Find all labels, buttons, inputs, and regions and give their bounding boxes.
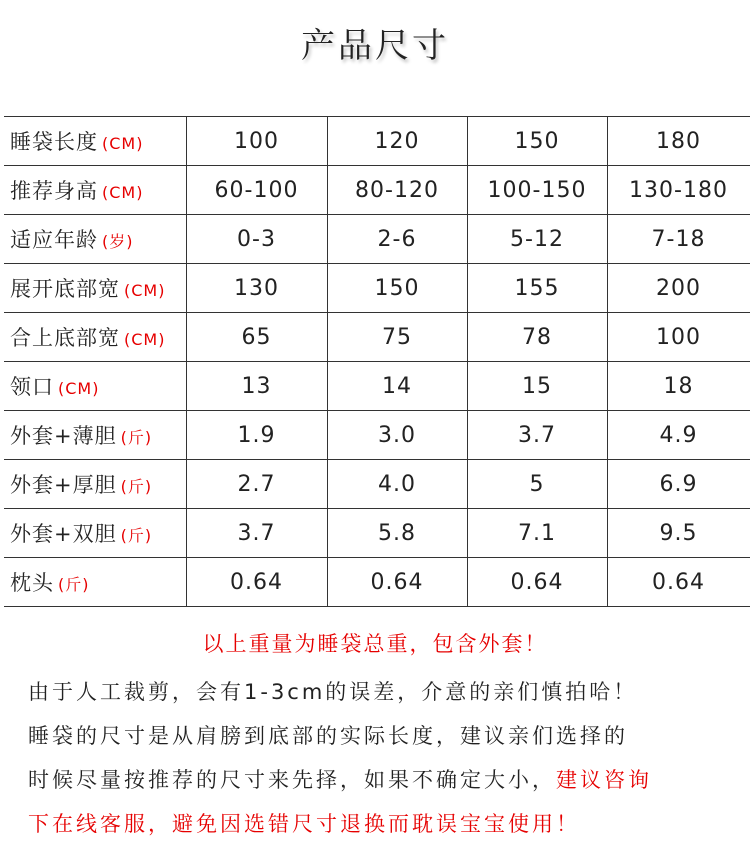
size-value-cell: 5.8 [327, 509, 467, 558]
row-label: 推荐身高 [10, 179, 98, 203]
weight-note: 以上重量为睡袋总重，包含外套！ [202, 632, 548, 656]
size-value-cell: 100 [607, 313, 750, 362]
size-value-cell: 4.9 [607, 411, 750, 460]
row-label-cell [4, 362, 186, 411]
size-value-cell: 0.64 [607, 558, 750, 607]
size-value-cell: 130-180 [607, 166, 750, 215]
size-value-cell: 2.7 [186, 460, 327, 509]
note-line-3-highlight: 建议咨询 [556, 768, 652, 792]
size-value-cell: 4.0 [327, 460, 467, 509]
size-value-cell: 2-6 [327, 215, 467, 264]
note-line-4 [0, 802, 750, 846]
row-label: 外套+厚胆 [10, 473, 117, 497]
size-row [4, 362, 750, 411]
row-label-cell [4, 558, 186, 607]
row-label: 适应年龄 [10, 228, 98, 252]
row-unit: (斤) [58, 575, 90, 594]
note-line-1: 由于人工裁剪，会有1-3cm的误差，介意的亲们慎拍哈！ [28, 680, 638, 704]
row-label-cell [4, 264, 186, 313]
row-label-cell [4, 117, 186, 166]
size-value-cell: 5 [467, 460, 607, 509]
size-row [4, 411, 750, 460]
size-value-cell: 0.64 [327, 558, 467, 607]
row-unit: (CM) [102, 134, 144, 153]
size-row [4, 509, 750, 558]
size-value-cell: 3.7 [186, 509, 327, 558]
size-row [4, 558, 750, 607]
row-unit: (CM) [102, 183, 144, 202]
row-label: 睡袋长度 [10, 130, 98, 154]
size-value-cell: 18 [607, 362, 750, 411]
row-label: 枕头 [10, 571, 54, 595]
size-value-cell: 0.64 [186, 558, 327, 607]
size-value-cell: 180 [607, 117, 750, 166]
size-row [4, 313, 750, 362]
size-value-cell: 60-100 [186, 166, 327, 215]
size-value-cell: 100-150 [467, 166, 607, 215]
row-label-cell [4, 215, 186, 264]
size-value-cell: 13 [186, 362, 327, 411]
row-label: 展开底部宽 [10, 277, 120, 301]
notes-section [0, 628, 750, 846]
row-unit: (斤) [120, 477, 153, 496]
row-unit: (CM) [58, 379, 100, 398]
page-title: 产品尺寸 [301, 26, 449, 66]
size-value-cell: 200 [607, 264, 750, 313]
size-value-cell: 3.7 [467, 411, 607, 460]
note-line-4-highlight: 下在线客服，避免因选错尺寸退换而耽误宝宝使用！ [28, 812, 580, 836]
size-value-cell: 15 [467, 362, 607, 411]
row-label-cell [4, 411, 186, 460]
row-label: 合上底部宽 [10, 326, 120, 350]
size-value-cell: 14 [327, 362, 467, 411]
size-value-cell: 65 [186, 313, 327, 362]
size-value-cell: 150 [467, 117, 607, 166]
size-value-cell: 100 [186, 117, 327, 166]
size-value-cell: 78 [467, 313, 607, 362]
row-unit: (斤) [120, 428, 153, 447]
size-row [4, 166, 750, 215]
row-unit: (斤) [120, 526, 153, 545]
size-value-cell: 155 [467, 264, 607, 313]
size-value-cell: 130 [186, 264, 327, 313]
note-line-3 [0, 758, 750, 802]
row-label: 外套+双胆 [10, 522, 117, 546]
row-label-cell [4, 509, 186, 558]
row-label-cell [4, 166, 186, 215]
size-value-cell: 3.0 [327, 411, 467, 460]
size-row [4, 460, 750, 509]
note-line-3-text: 时候尽量按推荐的尺寸来先择，如果不确定大小， [28, 768, 556, 792]
row-label-cell [4, 313, 186, 362]
size-row [4, 215, 750, 264]
row-unit: (CM) [124, 330, 166, 349]
size-value-cell: 75 [327, 313, 467, 362]
size-value-cell: 7.1 [467, 509, 607, 558]
row-unit: (岁) [102, 232, 134, 251]
size-value-cell: 80-120 [327, 166, 467, 215]
size-value-cell: 150 [327, 264, 467, 313]
note-line-2: 睡袋的尺寸是从肩膀到底部的实际长度，建议亲们选择的 [28, 724, 628, 748]
size-value-cell: 5-12 [467, 215, 607, 264]
size-value-cell: 7-18 [607, 215, 750, 264]
size-row [4, 264, 750, 313]
size-row [4, 117, 750, 166]
size-value-cell: 1.9 [186, 411, 327, 460]
size-value-cell: 6.9 [607, 460, 750, 509]
row-unit: (CM) [124, 281, 166, 300]
size-value-cell: 0-3 [186, 215, 327, 264]
size-value-cell: 0.64 [467, 558, 607, 607]
size-value-cell: 9.5 [607, 509, 750, 558]
row-label: 外套+薄胆 [10, 424, 117, 448]
row-label-cell [4, 460, 186, 509]
size-table [4, 116, 750, 607]
size-value-cell: 120 [327, 117, 467, 166]
row-label: 领口 [10, 375, 54, 399]
